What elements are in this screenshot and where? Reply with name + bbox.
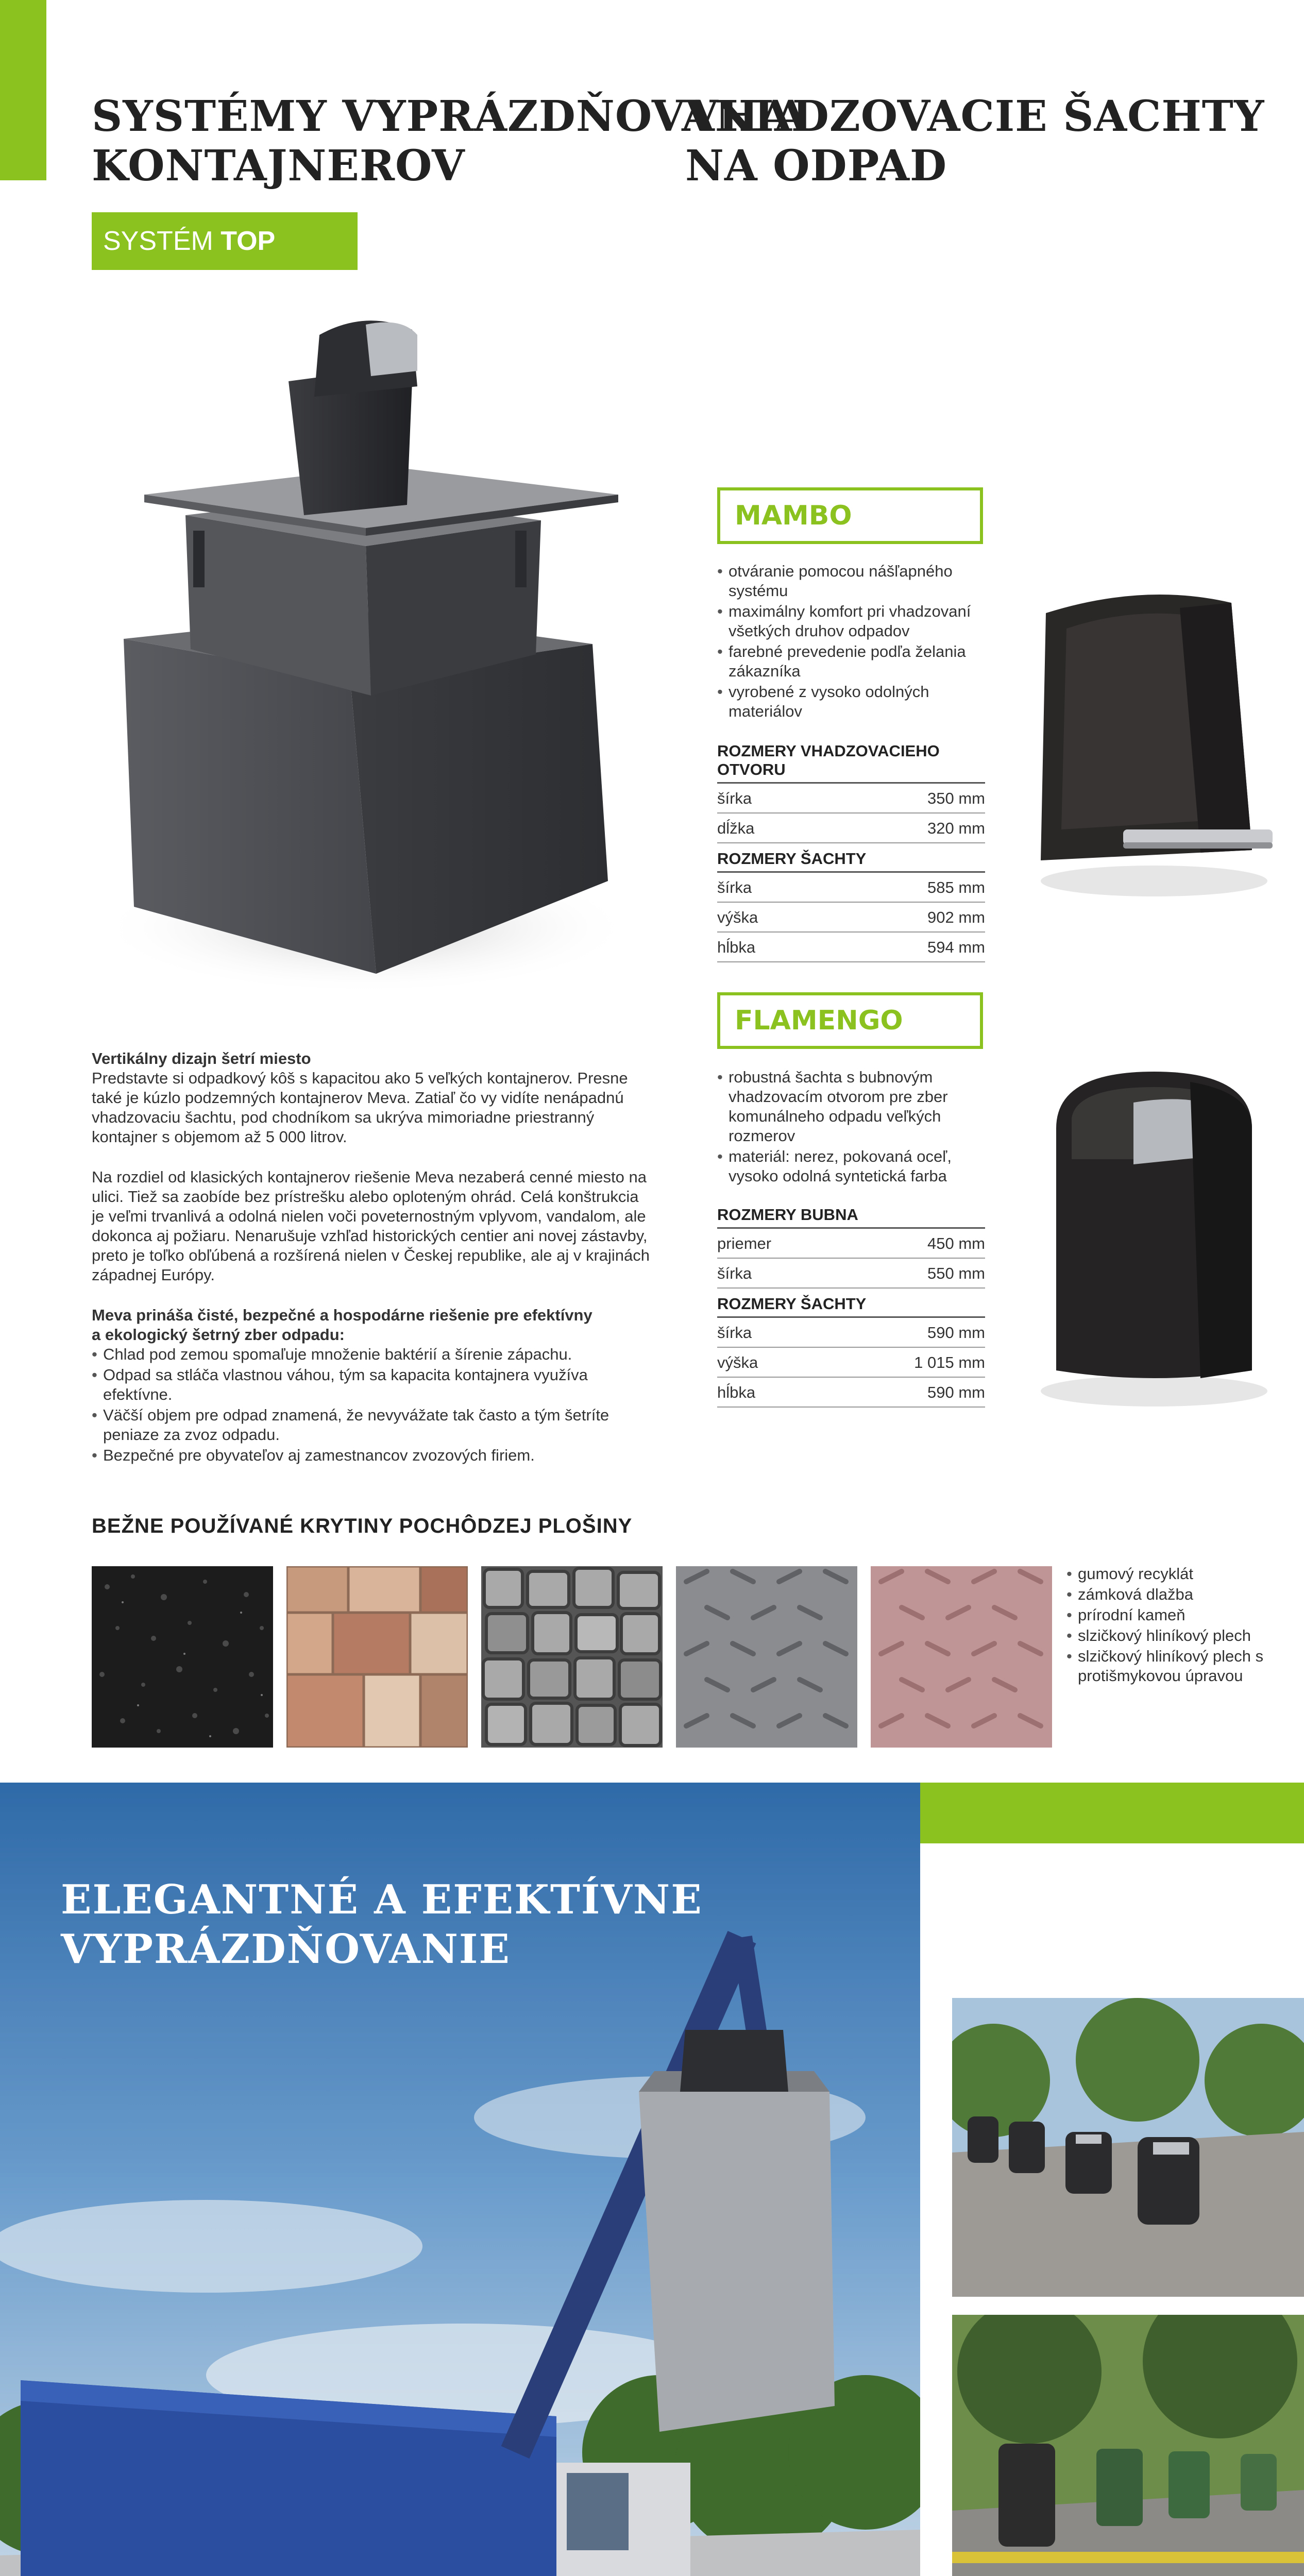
spec-row [717,1348,985,1378]
mambo-spec2-title: ROZMERY ŠACHTY [717,850,985,873]
spec-label: priemer [717,1234,772,1252]
spec-value: 590 mm [927,1324,985,1342]
spec-row [717,903,985,933]
mambo-product-image [1025,572,1283,907]
hero-accent-bar [920,1783,1304,1843]
flamengo-bullets [717,1067,995,1187]
natural-stone-swatch [481,1566,663,1748]
spec-row [717,1259,985,1289]
mambo-bullet: • maximálny komfort pri vhadzovaní všetkých druhov odpadov [717,602,995,641]
surfaces-title: BEŽNE POUŽÍVANÉ KRYTINY POCHÔDZEJ PLOŠINY [92,1515,633,1537]
flamengo-bullet: • robustná šachta s bubnovým vhadzovacím otvorom pre zber komunálneho odpadu veľkých rozmerov [717,1067,995,1146]
title-left-line1: SYSTÉMY VYPRÁZDŇOVANIA [92,92,808,141]
paving-tiles-swatch [286,1566,468,1748]
flamengo-name: FLAMENGO [735,1005,903,1036]
spec-value: 350 mm [927,789,985,807]
spec-row [717,784,985,814]
flamengo-product-image [1025,1061,1283,1417]
spec-row [717,1318,985,1348]
spec-row [717,873,985,903]
flamengo-specs [717,1206,985,1408]
surface-legend-item: • prírodní kameň [1066,1605,1283,1625]
intro-bullet: • Bezpečné pre obyvateľov aj zamestnancov zvozových firiem. [92,1446,653,1465]
rubber-recyclate-swatch [92,1566,273,1748]
mambo-bullet: • vyrobené z vysoko odolných materiálov [717,682,995,721]
flamengo-title-box [717,992,983,1049]
spec-value: 585 mm [927,878,985,896]
spec-value: 594 mm [927,938,985,956]
spec-label: šírka [717,878,752,896]
spec-value: 550 mm [927,1264,985,1282]
spec-label: výška [717,1353,758,1371]
surface-legend-item: • gumový recyklát [1066,1564,1283,1584]
spec-value: 902 mm [927,908,985,926]
spec-label: dĺžka [717,819,755,837]
intro-p1-heading: Vertikálny dizajn šetrí miesto [92,1049,311,1067]
tread-plate-swatch [676,1566,857,1748]
title-right-line1: VHADZOVACIE ŠACHTY [685,92,1265,141]
intro-p1-text: Predstavte si odpadkový kôš s kapacitou ako 5 veľkých kontajnerov. Presne také je kúzlo podzemných kontajnerov Meva. Zatiaľ čo vy vidíte nenápadnú vhadzovaciu šachtu, pod chodníkom sa ukrýva mimoriadne priestranný kontajner s objemom až 5 000 litrov. [92,1069,628,1146]
spec-value: 320 mm [927,819,985,837]
mambo-specs [717,742,985,962]
spec-value: 590 mm [927,1383,985,1401]
title-left-line2: KONTAJNEROV [92,141,465,191]
hero-title-line1: ELEGANTNÉ A EFEKTÍVNE [61,1876,703,1923]
surface-legend-item: • slzičkový hliníkový plech s protišmykovou úpravou [1066,1647,1283,1686]
system-badge-prefix: SYSTÉM [103,226,213,256]
intro-bullet: • Väčší objem pre odpad znamená, že nevyvážate tak často a tým šetríte peniaze za zvoz odpadu. [92,1405,653,1445]
spec-row [717,1378,985,1408]
spec-label: hĺbka [717,938,756,956]
mambo-bullets [717,562,995,722]
mambo-spec1-title: ROZMERY VHADZOVACIEHO OTVORU [717,742,985,784]
intro-bullets [92,1345,653,1465]
title-right [685,92,1264,191]
mambo-title-box [717,487,983,544]
anti-slip-plate-swatch [871,1566,1052,1748]
system-badge-name: TOP [221,226,276,256]
spec-label: šírka [717,1264,752,1282]
mambo-name: MAMBO [735,500,852,531]
mambo-bullet: • otváranie pomocou nášľapného systému [717,562,995,601]
top-accent-bar [0,0,46,180]
hero-title [61,1875,703,1974]
mambo-bullet: • farebné prevedenie podľa želania zákazníka [717,642,995,681]
intro-text [92,1049,653,1466]
flamengo-spec1-title: ROZMERY BUBNA [717,1206,985,1229]
intro-p3-heading-line1: Meva prináša čisté, bezpečné a hospodárne riešenie pre efektívny [92,1306,592,1324]
underground-container-image [77,289,634,999]
surface-legend-item: • slzičkový hliníkový plech [1066,1626,1283,1646]
intro-p3-heading-line2: a ekologický šetrný zber odpadu: [92,1326,345,1344]
intro-bullet: • Chlad pod zemou spomaľuje množenie baktérií a šírenie zápachu. [92,1345,653,1364]
spec-row [717,1229,985,1259]
intro-bullet: • Odpad sa stláča vlastnou váhou, tým sa kapacita kontajnera využíva efektívne. [92,1365,653,1404]
flamengo-spec2-title: ROZMERY ŠACHTY [717,1295,985,1318]
installation-photo-2 [952,2315,1304,2576]
system-badge [92,212,358,270]
spec-row [717,933,985,962]
installation-photo-1 [952,1998,1304,2297]
spec-label: hĺbka [717,1383,756,1401]
spec-label: šírka [717,789,752,807]
hero-title-line2: VYPRÁZDŇOVANIE [61,1926,511,1973]
surface-legend-item: • zámková dlažba [1066,1585,1283,1604]
flamengo-bullet: • materiál: nerez, pokovaná oceľ, vysoko odolná syntetická farba [717,1147,995,1186]
surfaces-legend [1066,1564,1283,1687]
spec-label: výška [717,908,758,926]
spec-value: 1 015 mm [914,1353,985,1371]
spec-label: šírka [717,1324,752,1342]
title-right-line2: NA ODPAD [685,141,947,191]
intro-p2-text: Na rozdiel od klasických kontajnerov riešenie Meva nezaberá cenné miesto na ulici. Tiež sa zaobíde bez prístrešku alebo oploteným ohrád. Celá konštrukcia je veľmi trvanlivá a odolná nielen voči poveternostným vplyvom, vandalom, ale dokonca aj požiaru. Nenarušuje vzhľad historických centier ani novej zástavby, preto je toľko obľúbená a rozšírená nielen v Českej republike, ale aj v krajinách západnej Európy. [92,1168,650,1284]
spec-row [717,814,985,843]
spec-value: 450 mm [927,1234,985,1252]
